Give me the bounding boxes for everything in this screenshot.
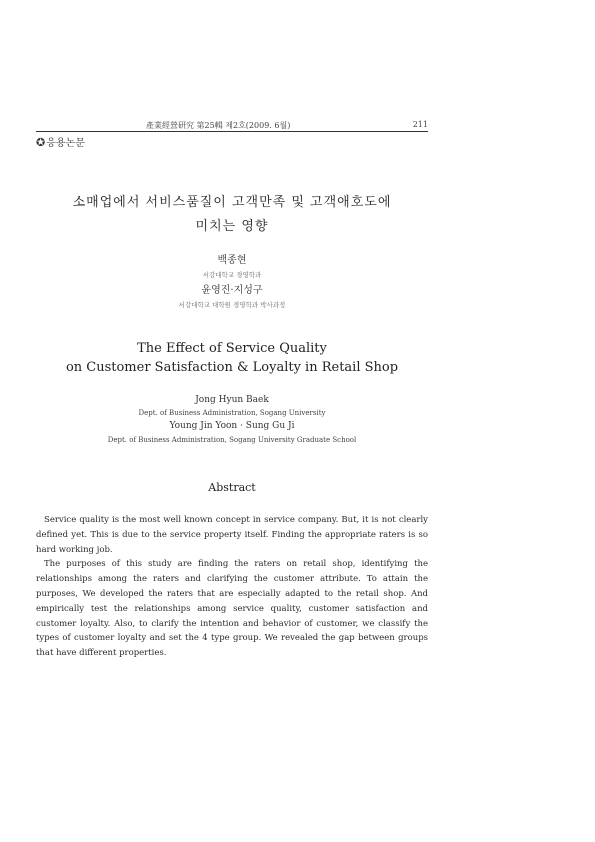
english-title-line-2: on Customer Satisfaction & Loyalty in Retail Shop: [65, 360, 399, 375]
journal-citation: 產業經營研究 第25輯 제2호(2009. 6월): [146, 121, 291, 130]
abstract-heading: Abstract: [208, 481, 256, 494]
korean-author-2: 윤영진·지성구: [201, 285, 263, 296]
header-rule: [36, 131, 428, 132]
english-affiliation-1: Dept. of Business Administration, Sogang University: [138, 409, 326, 417]
section-label-text: 응용논문: [46, 138, 85, 149]
star-icon: ✪: [36, 136, 46, 149]
korean-author-1: 백종현: [217, 255, 247, 266]
abstract-body: [36, 513, 428, 661]
abstract-paragraph-2: The purposes of this study are finding the raters on retail shop, identifying the relationships among the raters and clarifying the customer attribute. To attain the purposes, We developed the raters that are especially adapted to the retail shop. And empirically test the relationships among service quality, customer satisfaction and customer loyalty. Also, to clarify the intention and behavior of customer, we classify the types of customer loyalty and set the 4 type group. We revealed the gap between groups that have different properties.: [36, 559, 428, 659]
english-author-1: Jong Hyun Baek: [195, 395, 269, 405]
korean-title-line-2: 미치는 영향: [195, 219, 269, 234]
english-affiliation-2: Dept. of Business Administration, Sogang University Graduate School: [107, 436, 357, 444]
korean-affiliation-1: 서강대학교 경영학과: [202, 271, 262, 279]
section-label: [36, 134, 85, 149]
korean-title-line-1: 소매업에서 서비스품질이 고객만족 및 고객애호도에: [72, 195, 392, 210]
korean-affiliation-2: 서강대학교 대학원 경영학과 박사과정: [178, 301, 286, 309]
english-title-line-1: The Effect of Service Quality: [137, 341, 327, 356]
english-author-2: Young Jin Yoon · Sung Gu Ji: [169, 421, 295, 431]
page-number: 211: [412, 120, 428, 129]
abstract-paragraph-1: Service quality is the most well known concept in service company. But, it is not clearly defined yet. This is due to the service property itself. Finding the appropriate raters is so hard working job.: [36, 515, 428, 555]
